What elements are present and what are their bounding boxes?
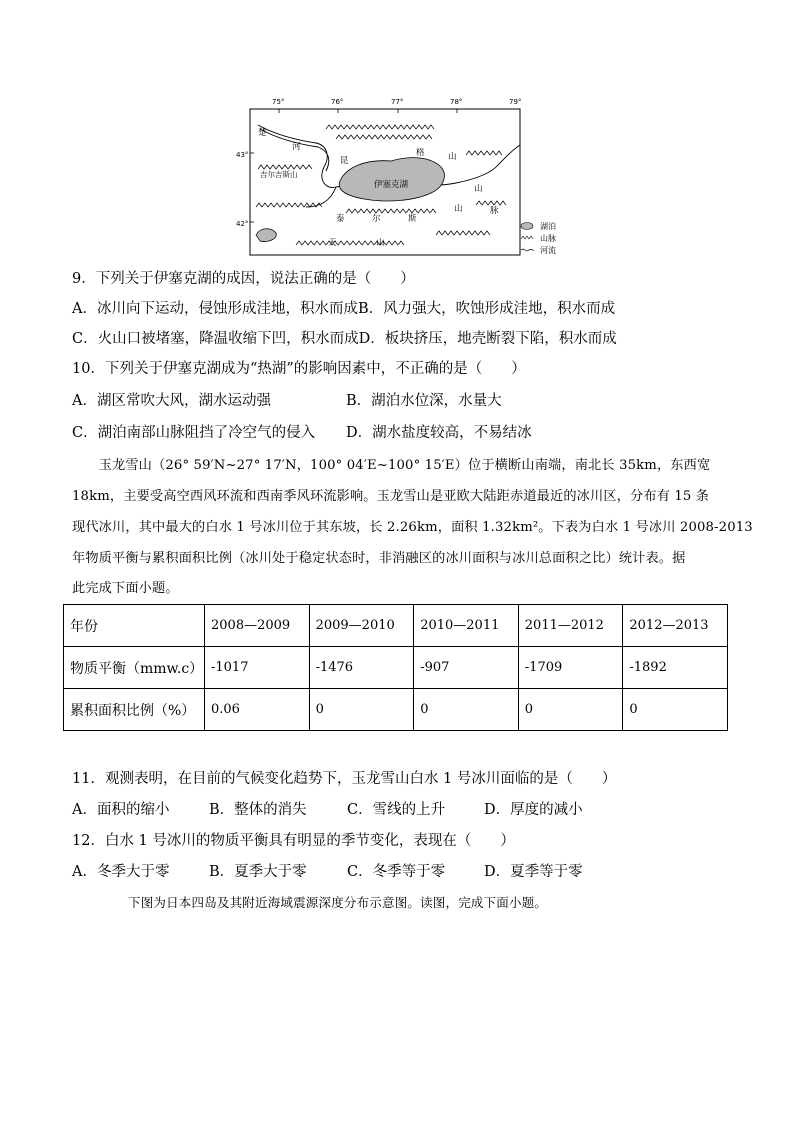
lat-tick: 43°: [236, 151, 249, 159]
passage-line: 18km，主要受高空西风环流和西南季风环流影响。玉龙雪山是亚欧大陆距赤道最近的冰川区，分布有 15 条: [72, 489, 710, 504]
q11-option-c: C．雪线的上升: [347, 802, 446, 818]
table-cell: 0.06: [205, 689, 310, 731]
lake-label: 伊塞克湖: [374, 180, 409, 190]
lon-tick: 76°: [331, 98, 344, 106]
issyk-kul-map: [236, 95, 536, 260]
glacier-table: [63, 604, 728, 731]
q10-stem: 10．下列关于伊塞克湖成为“热湖”的影响因素中，不正确的是（ ）: [72, 361, 526, 377]
q9-options-cd: C．火山口被堵塞，降温收缩下凹，积水而成D．板块挤压，地壳断裂下陷，积水而成: [72, 331, 617, 347]
q10-option-d: D．湖水盐度较高，不易结冰: [346, 425, 532, 441]
map-label: 泰: [336, 214, 345, 224]
lat-tick: 42°: [236, 220, 249, 228]
q12-option-d: D．夏季等于零: [484, 864, 583, 880]
map-label: 楚: [258, 128, 267, 138]
q12-option-c: C．冬季等于零: [347, 864, 446, 880]
table-header-cell: 年份: [64, 605, 205, 647]
lon-tick: 78°: [450, 98, 463, 106]
map-label: 吉尔吉斯山: [260, 170, 298, 179]
map-label: 脉: [490, 206, 499, 216]
table-header-cell: 2008—2009: [205, 605, 310, 647]
passage-line: 现代冰川，其中最大的白水 1 号冰川位于其东坡，长 2.26km，面积 1.32km²。下表为白水 1 号冰川 2008-2013: [72, 520, 753, 535]
table-cell: 累积面积比例（%）: [64, 689, 205, 731]
q9-options-ab: A．冰川向下运动，侵蚀形成洼地，积水而成B．风力强大，吹蚀形成洼地，积水而成: [72, 301, 616, 317]
map-label: 山: [376, 238, 385, 248]
table-header-cell: 2009—2010: [309, 605, 414, 647]
map-legend: [521, 223, 534, 251]
legend-lake-label: 湖泊: [540, 222, 556, 231]
map-label: 格: [416, 148, 425, 158]
table-cell: -1476: [309, 647, 414, 689]
q12-stem: 12．白水 1 号冰川的物质平衡具有明显的季节变化，表现在（ ）: [72, 833, 515, 849]
q9-stem: 9．下列关于伊塞克湖的成因，说法正确的是（ ）: [72, 271, 415, 287]
legend-mountain-label: 山脉: [540, 234, 556, 243]
table-header-row: [64, 605, 728, 647]
closing-instruction: 下图为日本四岛及其附近海域震源深度分布示意图。读图，完成下面小题。: [128, 895, 548, 910]
map-label: 斯: [408, 214, 417, 224]
map-label: 山: [474, 184, 483, 194]
table-header-cell: 2010—2011: [414, 605, 519, 647]
table-cell: 物质平衡（mmw.c）: [64, 647, 205, 689]
map-label: 天: [328, 238, 337, 248]
table-header-cell: 2012—2013: [623, 605, 728, 647]
legend-river-label: 河流: [540, 246, 556, 255]
table-cell: 0: [414, 689, 519, 731]
q10-option-a: A．湖区常吹大风，湖水运动强: [72, 393, 271, 409]
q12-option-b: B．夏季大于零: [209, 864, 307, 880]
map-label: 河: [292, 142, 301, 152]
legend-text-group: [540, 221, 556, 257]
table-cell: -907: [414, 647, 519, 689]
table-row: [64, 689, 728, 731]
q11-option-d: D．厚度的减小: [484, 802, 583, 818]
passage-line: 玉龙雪山（26° 59′N~27° 17′N，100° 04′E~100° 15′E）位于横断山南端，南北长 35km，东西宽: [72, 458, 711, 473]
lon-tick: 79°: [509, 98, 522, 106]
table-cell: 0: [623, 689, 728, 731]
table-row: [64, 647, 728, 689]
passage-line: 此完成下面小题。: [72, 581, 179, 596]
q12-option-a: A．冬季大于零: [72, 864, 170, 880]
table-cell: -1892: [623, 647, 728, 689]
map-label: 山: [454, 204, 463, 214]
table-header-cell: 2011—2012: [518, 605, 623, 647]
passage-line: 年物质平衡与累积面积比例（冰川处于稳定状态时，非消融区的冰川面积与冰川总面积之比）统计表。据: [72, 551, 686, 566]
q10-option-b: B．湖泊水位深，水量大: [346, 393, 502, 409]
q11-option-a: A．面积的缩小: [72, 802, 170, 818]
lon-tick: 77°: [391, 98, 404, 106]
map-label: 昆: [340, 156, 349, 166]
table-cell: -1017: [205, 647, 310, 689]
map-label: 山: [448, 152, 457, 162]
map-label: 尔: [372, 214, 381, 224]
table-cell: 0: [518, 689, 623, 731]
q10-option-c: C．湖泊南部山脉阻挡了冷空气的侵入: [72, 425, 316, 441]
table-cell: -1709: [518, 647, 623, 689]
q11-option-b: B．整体的消失: [209, 802, 307, 818]
q11-stem: 11．观测表明，在目前的气候变化趋势下，玉龙雪山白水 1 号冰川面临的是（ ）: [72, 771, 617, 787]
lon-tick: 75°: [272, 98, 285, 106]
table-cell: 0: [309, 689, 414, 731]
